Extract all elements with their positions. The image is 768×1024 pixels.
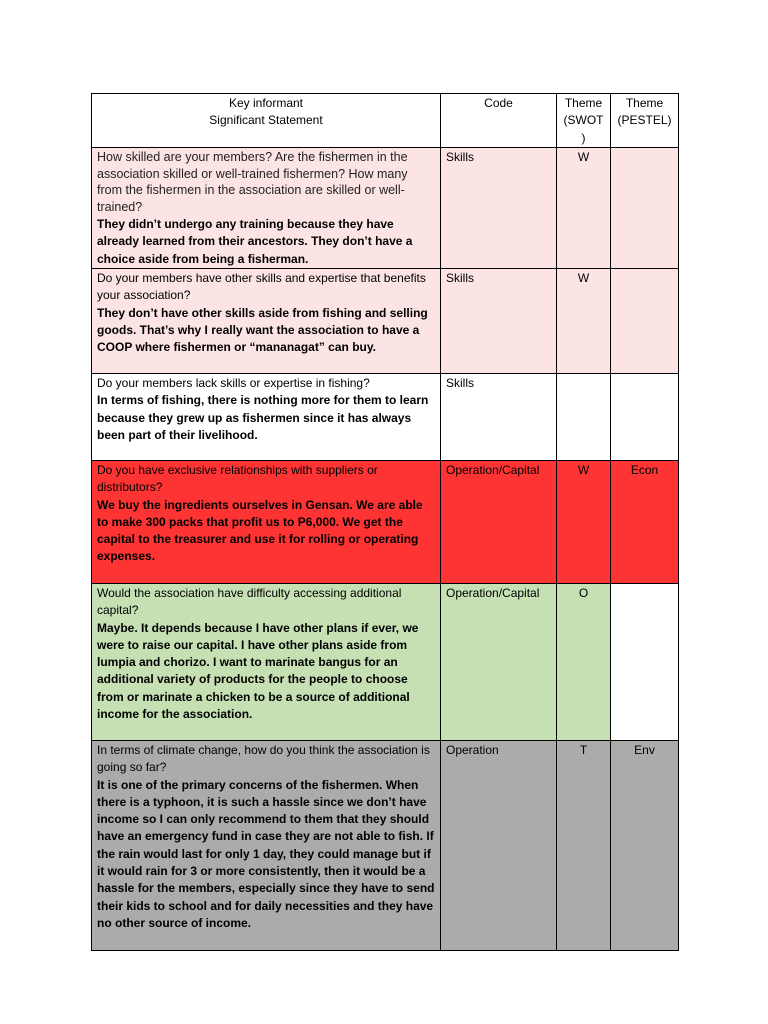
question-text: Do your members have other skills and expertise that benefits your association? — [97, 270, 426, 303]
table-row — [92, 740, 679, 950]
code-cell — [441, 583, 557, 740]
header-significant-statement — [92, 94, 441, 148]
question-text: Would the association have difficulty accessing additional capital? — [97, 585, 402, 618]
swot-text: W — [577, 462, 590, 477]
swot-cell — [557, 147, 611, 268]
statement-cell — [92, 268, 441, 373]
header-col3-line2: (SWOT) — [563, 113, 604, 145]
table-row — [92, 583, 679, 740]
code-cell — [441, 460, 557, 583]
code-text: Skills — [446, 149, 475, 164]
pestel-cell — [611, 740, 679, 950]
pestel-cell — [611, 147, 679, 268]
statement-cell — [92, 460, 441, 583]
swot-cell — [557, 583, 611, 740]
answer-text: They didn’t undergo any training because they have already learned from their ancestors. They don’t have a choice aside from being a fisherman. — [97, 217, 413, 266]
swot-cell — [557, 268, 611, 373]
swot-text: W — [577, 270, 590, 285]
answer-text: In terms of fishing, there is nothing more for them to learn because they grew up as fishermen since it has always been part of their livelihood. — [97, 393, 429, 442]
swot-cell — [557, 373, 611, 460]
code-cell — [441, 268, 557, 373]
code-text: Operation/Capital — [446, 462, 540, 477]
swot-text: W — [577, 149, 590, 164]
header-code — [441, 94, 557, 148]
code-text: Skills — [446, 375, 475, 390]
swot-cell — [557, 740, 611, 950]
pestel-cell — [611, 460, 679, 583]
header-col2: Code — [484, 96, 513, 110]
question-text: How skilled are your members? Are the fishermen in the association skilled or well-trained fishermen? How many from the fishermen in the association are skilled or well-trained? — [97, 149, 408, 215]
interview-table — [91, 93, 679, 951]
code-cell — [441, 740, 557, 950]
header-theme-pestel — [611, 94, 679, 148]
code-cell — [441, 373, 557, 460]
statement-cell — [92, 147, 441, 268]
code-cell — [441, 147, 557, 268]
swot-text: O — [578, 585, 589, 600]
header-col4-line2: (PESTEL) — [617, 113, 672, 128]
header-row — [92, 94, 679, 148]
table-row — [92, 373, 679, 460]
statement-cell — [92, 373, 441, 460]
answer-text: They don’t have other skills aside from fishing and selling goods. That’s why I really want the association to have a COOP where fishermen or “mananagat” can buy. — [97, 305, 428, 355]
header-col3-line1: Theme — [564, 96, 603, 110]
question-text: Do you have exclusive relationships with suppliers or distributors? — [97, 462, 378, 495]
answer-text: We buy the ingredients ourselves in Gensan. We are able to make 300 packs that profit us to P6,000. We get the capital to the treasurer and use it for rolling or operating expenses. — [97, 497, 423, 564]
header-col4-line1: Theme — [625, 96, 664, 110]
code-text: Skills — [446, 270, 475, 285]
header-col1-line1: Key informant — [228, 96, 304, 110]
header-theme-swot — [557, 94, 611, 148]
pestel-cell — [611, 583, 679, 740]
answer-text: Maybe. It depends because I have other plans if ever, we were to raise our capital. I have other plans aside from lumpia and chorizo. I want to marinate bangus for an additional variety of products for the people to choose from or marinate a chicken to be a source of additional income for the association. — [97, 620, 419, 722]
pestel-text: Env — [634, 742, 655, 757]
header-col1-line2: Significant Statement — [209, 113, 323, 128]
swot-text: T — [579, 742, 588, 757]
table-row — [92, 147, 679, 268]
table-row — [92, 268, 679, 373]
pestel-cell — [611, 373, 679, 460]
code-text: Operation/Capital — [446, 585, 540, 600]
question-text: Do your members lack skills or expertise in fishing? — [97, 375, 370, 390]
pestel-cell — [611, 268, 679, 373]
question-text: In terms of climate change, how do you think the association is going so far? — [97, 742, 430, 775]
swot-cell — [557, 460, 611, 583]
pestel-text: Econ — [630, 462, 659, 477]
code-text: Operation — [446, 742, 499, 757]
answer-text: It is one of the primary concerns of the fishermen. When there is a typhoon, it is such a hassle since we don’t have income so I can only recommend to them that they should have an emergency fund in case they are not able to fish. If the rain would last for only 1 day, they could manage but if it would rain for 3 or more consistently, then it would be a hassle for the members, especially since they have to send their kids to school and for daily necessities and they have no other source of income. — [97, 777, 435, 930]
statement-cell — [92, 583, 441, 740]
statement-cell — [92, 740, 441, 950]
table-row — [92, 460, 679, 583]
